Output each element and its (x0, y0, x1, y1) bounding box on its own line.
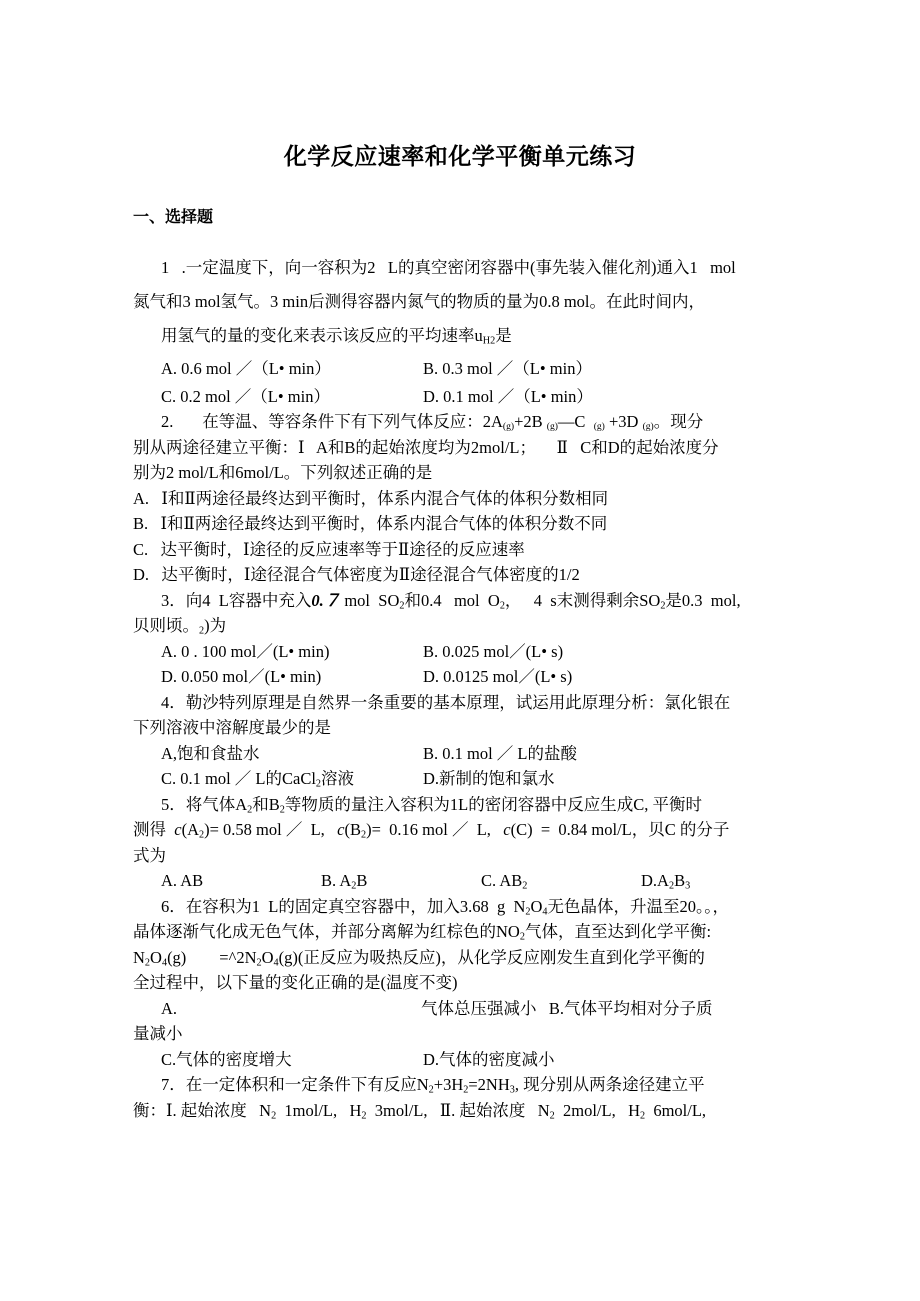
q7-l2-b: 1mol/L, H (276, 1100, 362, 1120)
question-6-stem-line-3 (133, 945, 828, 971)
question-1-stem-line-2: 氮气和3 mol氢气。3 min后测得容器内氮气的物质的量为0.8 mol。在此时间内， (133, 291, 706, 311)
question-6-option-c[interactable]: C.气体的密度增大 (161, 1049, 292, 1069)
question-7 (133, 1072, 828, 1123)
q3-l1-e: ， 4 s末测得剩余SO (504, 590, 661, 610)
q7-l2-sub4: 2 (639, 1109, 646, 1121)
q5-c-pre: C. AB (481, 871, 523, 891)
question-1-stem-line-3-pre: 用氢气的量的变化来表示该反应的平均速率u (161, 325, 483, 345)
q3-l2-a: 贝则顷。 (133, 616, 199, 636)
q5-l2-f: )= 0.16 mol ／ L, (366, 820, 504, 840)
question-6-options-row-1 (133, 996, 828, 1022)
q6-l1-a: 6．在容积为1 L的固定真空容器中，加入3.68 g N (161, 896, 526, 916)
question-6-option-a-text[interactable]: 气体总压强减小 (421, 998, 537, 1018)
q2-gas-state-4: (g) (642, 420, 654, 432)
question-7-stem-line-1 (133, 1072, 828, 1098)
question-3-stem-line-2 (133, 613, 828, 639)
question-5 (133, 792, 828, 894)
question-5-option-b[interactable] (321, 868, 481, 894)
question-2-option-b[interactable]: B. Ⅰ和Ⅱ两途径最终达到平衡时，体系内混合气体的体积分数不同 (133, 514, 608, 534)
q6-l3-sub4: 4 (273, 956, 279, 968)
q5-c-sub: 2 (522, 880, 528, 892)
q5-conc-symbol-3: c (503, 820, 511, 840)
questions-body (0, 229, 920, 1124)
question-4-options-row-1 (133, 741, 828, 767)
q5-d-pre: D.A (641, 871, 669, 891)
question-1-option-a[interactable]: A. 0.6 mol ／（L• min） (161, 358, 331, 378)
q5-conc-symbol-2: c (337, 820, 345, 840)
q2-gas-state-3: (g) (593, 420, 605, 432)
question-1 (133, 251, 828, 410)
q5-l1-b: 和B (252, 794, 280, 814)
q7-l2-a: 衡：Ⅰ. 起始浓度 N (133, 1100, 272, 1120)
question-6-options-row-2 (133, 1047, 828, 1073)
question-3-option-b[interactable]: B. 0.025 mol／(L• s) (423, 641, 564, 661)
q3-value-italic: 0.７ (311, 590, 341, 610)
q5-l1-a: 5．将气体A (161, 794, 248, 814)
question-2-option-c[interactable]: C. 达平衡时，Ⅰ途径的反应速率等于Ⅱ途径的反应速率 (133, 539, 525, 559)
q6-l3-sub2: 4 (161, 956, 168, 968)
q5-b-pre: B. A (321, 871, 352, 891)
question-6-stem-line-1 (133, 894, 828, 920)
q5-d-sub2: 3 (685, 880, 691, 892)
question-5-stem-line-2 (133, 817, 828, 843)
q2-l1-d: +3D (604, 412, 643, 432)
question-4-options-row-2 (133, 766, 828, 792)
q5-l2-sub2: 2 (361, 829, 367, 841)
question-5-option-a[interactable]: A. AB (161, 871, 204, 891)
q7-l2-sub3: 2 (549, 1109, 555, 1121)
question-3-stem-line-1 (133, 588, 828, 614)
question-3 (133, 588, 828, 690)
question-4-option-c[interactable] (161, 766, 423, 792)
q3-l2-b: )为 (204, 616, 227, 636)
question-4-stem-line-1: 4．勒沙特列原理是自然界一条重要的基本原理，试运用此原理分析：氯化银在 (161, 692, 731, 712)
question-6-option-b-text[interactable]: B.气体平均相对分子质 (548, 998, 713, 1018)
q6-l1-c: 无色晶体，升温至20。。， (547, 896, 730, 916)
q3-l1-d: 和0.4 mol O (404, 590, 500, 610)
question-3-option-d1[interactable]: D. 0.050 mol／(L• min) (161, 667, 322, 687)
q7-l1-sub3: 3 (509, 1084, 515, 1096)
q5-l2-b: (A (181, 820, 199, 840)
question-1-subscript: H2 (482, 334, 496, 346)
q5-l2-g: (C) = 0.84 mol/L，贝C 的分子 (510, 820, 730, 840)
question-2-stem-line-3: 别为2 mol/L和6mol/L。下列叙述正确的是 (133, 463, 433, 483)
question-3-option-a[interactable]: A. 0 . 100 mol／(L• min) (161, 641, 330, 661)
q3-l1-f: 是0.3 mol, (665, 590, 741, 610)
q6-l3-sub1: 2 (144, 956, 151, 968)
q7-l2-sub1: 2 (271, 1109, 277, 1121)
q7-l1-d: , 现分别从两条途径建立平 (514, 1075, 705, 1095)
q6-l3-a: N (133, 947, 145, 967)
q3-sub-1: 2 (399, 599, 405, 611)
section-heading: 一、选择题 (133, 208, 214, 226)
question-4-option-a[interactable]: A,饱和食盐水 (161, 743, 260, 763)
q2-l1-c: —C (557, 412, 594, 432)
question-5-stem-line-1 (133, 792, 828, 818)
q5-l2-sub1: 2 (199, 829, 205, 841)
q6-l3-c: (g) =^2N (167, 947, 257, 967)
question-7-stem-line-2 (133, 1098, 828, 1124)
q7-l2-c: 3mol/L, Ⅱ. 起始浓度 N (366, 1100, 550, 1120)
q5-b-sub: 2 (351, 880, 357, 892)
question-1-stem-line-3-post: 是 (495, 325, 512, 345)
q3-l1-c: mol SO (340, 590, 400, 610)
question-4-option-b[interactable]: B. 0.1 mol ／ L的盐酸 (423, 743, 578, 763)
q6-l2-a: 晶体逐渐气化成无色气体，并部分离解为红棕色的NO (133, 922, 520, 942)
question-2-option-d[interactable]: D. 达平衡时，Ⅰ途径混合气体密度为Ⅱ途径混合气体密度的1/2 (133, 565, 580, 585)
question-5-option-d[interactable] (641, 868, 828, 894)
question-3-option-d2[interactable]: D. 0.0125 mol／(L• s) (423, 667, 573, 687)
q6-l2-b: 气体，直至达到化学平衡: (524, 922, 712, 942)
question-2-stem-line-2: 别从两途径建立平衡：Ⅰ A和B的起始浓度均为2mol/L； Ⅱ C和D的起始浓度分 (133, 437, 719, 457)
q6-l1-sub1: 2 (525, 905, 531, 917)
q7-l1-b: +3H (433, 1075, 464, 1095)
q2-l1-b: +2B (514, 412, 547, 432)
q5-l1-sub1: 2 (247, 803, 253, 815)
question-1-options-row-2 (133, 384, 828, 410)
q5-l1-sub2: 2 (279, 803, 285, 815)
question-1-stem-line-1: 1 .一定温度下，向一容积为2 L的真空密闭容器中(事先装入催化剂)通入1 mol (161, 257, 736, 277)
q3-l2-sub: 2 (199, 625, 205, 637)
q5-b-post: B (356, 871, 368, 891)
question-5-option-c[interactable] (481, 868, 641, 894)
question-3-options-row-2 (133, 664, 828, 690)
question-2-stem-line-1 (133, 409, 828, 435)
q7-l2-sub2: 2 (361, 1109, 367, 1121)
question-4-stem-line-2: 下列溶液中溶解度最少的是 (133, 718, 331, 738)
q6-l3-b: O (150, 947, 162, 967)
q3-l1-a: 3．向4 L容器中充入 (161, 590, 312, 610)
question-6-option-d[interactable]: D.气体的密度减小 (423, 1049, 555, 1069)
question-5-stem-line-3: 式为 (133, 845, 166, 865)
q5-d-mid: B (674, 871, 686, 891)
q7-l2-d: 2mol/L, H (554, 1100, 640, 1120)
q6-l1-b: O (530, 896, 543, 916)
q5-d-sub1: 2 (668, 880, 675, 892)
q5-l1-c: 等物质的量注入容积为1L的密闭容器中反应生成C, 平衡时 (284, 794, 702, 814)
question-6-stem-line-2 (133, 919, 828, 945)
q4-c-pre: C. 0.1 mol ／ L的CaCl (161, 769, 316, 789)
q7-l2-e: 6mol/L, (645, 1100, 707, 1120)
q5-l2-a: 测得 (133, 820, 175, 840)
q7-l1-sub2: 2 (463, 1084, 469, 1096)
question-4-option-d[interactable]: D.新制的饱和氯水 (423, 769, 555, 789)
question-3-options-row-1 (133, 639, 828, 665)
q7-l1-c: =2NH (468, 1075, 510, 1095)
q3-sub-2: 2 (499, 599, 505, 611)
question-6-option-b-continuation[interactable]: 量减小 (133, 1024, 183, 1044)
q6-l1-sub2: 4 (542, 905, 548, 917)
question-6 (133, 894, 828, 1073)
q4-c-sub: 2 (315, 778, 322, 790)
q3-sub-3: 2 (660, 599, 666, 611)
q6-l2-sub: 2 (519, 931, 525, 943)
question-2-option-a[interactable]: A. Ⅰ和Ⅱ两途径最终达到平衡时，体系内混合气体的体积分数相同 (133, 488, 609, 508)
q2-gas-state-2: (g) (546, 420, 558, 432)
q2-gas-state-1: (g) (502, 420, 515, 432)
q7-l1-sub1: 2 (428, 1084, 434, 1096)
q7-l1-a: 7．在一定体积和一定条件下有反应N (161, 1075, 429, 1095)
q2-l1-e: 。现分 (653, 412, 704, 432)
q5-l2-e: (B (344, 820, 361, 840)
question-1-stem-line-3 (133, 319, 828, 353)
option-gap (537, 999, 549, 1018)
question-1-options-row-1 (133, 353, 828, 384)
q6-l3-sub3: 2 (256, 956, 262, 968)
question-1-option-d[interactable]: D. 0.1 mol ／（L• min） (423, 386, 593, 406)
q6-l3-d: O (261, 947, 274, 967)
q6-l3-e: (g)(正反应为吸热反应)，从化学反应刚发生直到化学平衡的 (278, 947, 705, 967)
question-5-options-row (133, 868, 828, 894)
question-2 (133, 409, 828, 588)
question-1-option-c[interactable]: C. 0.2 mol ／（L• min） (161, 386, 330, 406)
q5-conc-symbol-1: c (174, 820, 182, 840)
question-4 (133, 690, 828, 792)
q2-l1-a: 2. 在等温、等容条件下有下列气体反应：2A (161, 412, 503, 432)
question-6-stem-line-4: 全过程中，以下量的变化正确的是(温度不变) (133, 973, 458, 993)
question-1-option-b[interactable]: B. 0.3 mol ／（L• min） (423, 358, 592, 378)
question-6-option-a-label[interactable]: A. (161, 998, 178, 1018)
q5-l2-d: )= 0.58 mol ／ L, (204, 820, 338, 840)
q4-c-post: 溶液 (321, 769, 355, 789)
page-title: 化学反应速率和化学平衡单元练习 (283, 144, 637, 169)
